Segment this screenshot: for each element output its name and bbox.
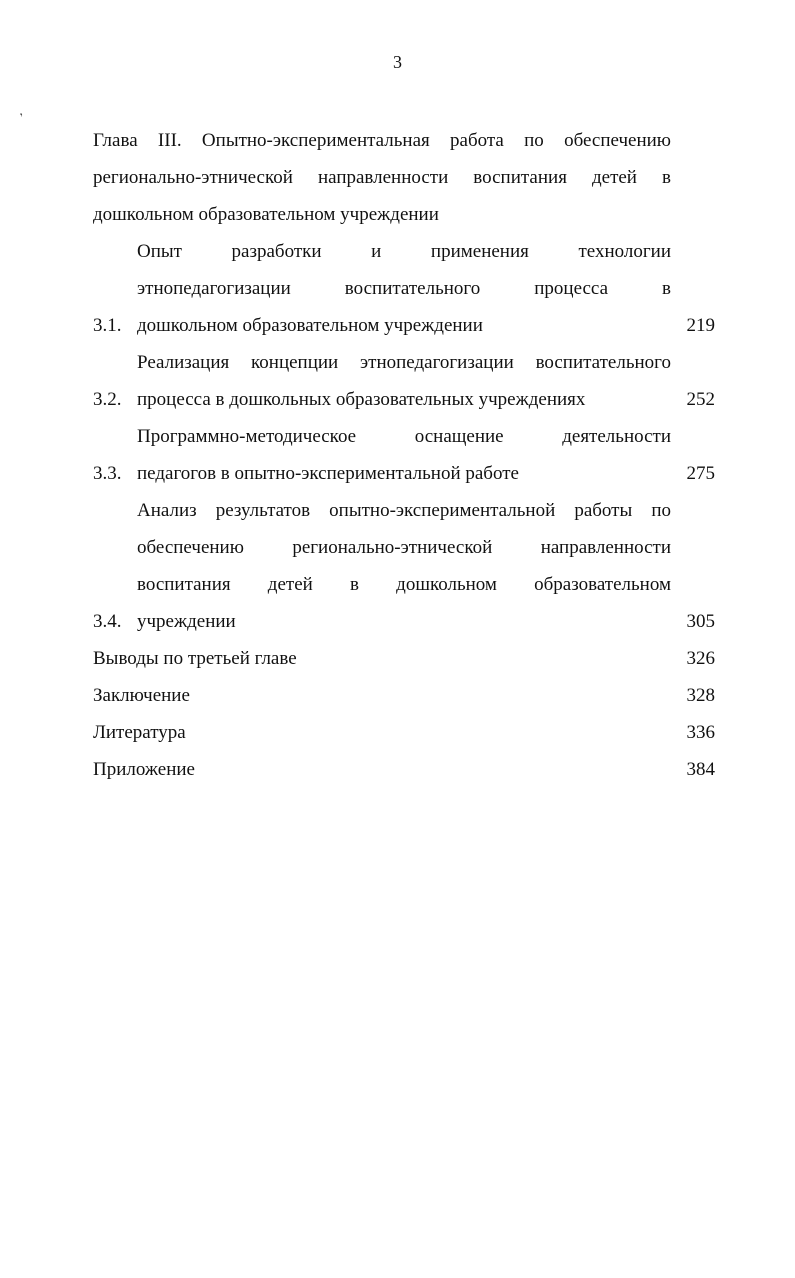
chapter-heading-line: дошкольном образовательном учреждении	[93, 204, 439, 225]
section-title-line: педагогов в опытно-экспериментальной работе	[137, 463, 519, 484]
entry-title-line: Литература	[93, 722, 186, 743]
section-title-line: Реализация концепции этнопедагогизации воспитательного	[137, 352, 671, 373]
page-ref: 275	[686, 463, 715, 484]
chapter-heading-line: регионально-этнической направленности воспитания детей в	[93, 167, 671, 188]
page-ref: 252	[686, 389, 715, 410]
entry-title	[93, 677, 671, 714]
section-number: 3.4.	[93, 611, 122, 632]
table-of-contents	[93, 122, 715, 788]
section-title-line: Программно-методическое оснащение деятельности	[137, 426, 671, 447]
entry-title-line: Приложение	[93, 759, 195, 780]
page-ref: 384	[686, 759, 715, 780]
page-number: 3	[393, 52, 402, 72]
section-title-line: дошкольном образовательном учреждении	[137, 315, 483, 336]
toc-entry-conclusion	[93, 677, 715, 714]
toc-entry-conclusions-chapter-3	[93, 640, 715, 677]
chapter-heading-line: Глава III. Опытно-экспериментальная работа по обеспечению	[93, 130, 671, 151]
toc-entry-3-3	[93, 418, 715, 492]
section-number: 3.3.	[93, 463, 122, 484]
entry-title	[93, 714, 671, 751]
scan-speck: ,	[14, 104, 25, 118]
page-ref: 326	[686, 648, 715, 669]
toc-entry-appendix	[93, 751, 715, 788]
toc-entry-3-2	[93, 344, 715, 418]
section-title	[137, 492, 671, 640]
section-title	[137, 418, 671, 492]
toc-entry-3-1	[93, 233, 715, 344]
entry-title-line: Выводы по третьей главе	[93, 648, 297, 669]
section-title-line: воспитания детей в дошкольном образовательном	[137, 574, 671, 595]
toc-entry-3-4	[93, 492, 715, 640]
section-title-line: обеспечению регионально-этнической направленности	[137, 537, 671, 558]
entry-title	[93, 751, 671, 788]
section-title-line: процесса в дошкольных образовательных учреждениях	[137, 389, 586, 410]
page-ref: 219	[686, 315, 715, 336]
section-number: 3.1.	[93, 315, 122, 336]
page-ref: 305	[686, 611, 715, 632]
section-title-line: Опыт разработки и применения технологии	[137, 241, 671, 262]
section-title-line: учреждении	[137, 611, 236, 632]
section-title	[137, 233, 671, 344]
section-title-line: Анализ результатов опытно-экспериментальной работы по	[137, 500, 671, 521]
entry-title-line: Заключение	[93, 685, 190, 706]
page-ref: 336	[686, 722, 715, 743]
entry-title	[93, 640, 671, 677]
section-title	[137, 344, 671, 418]
page-ref: 328	[686, 685, 715, 706]
section-title-line: этнопедагогизации воспитательного процесса в	[137, 278, 671, 299]
toc-entry-literature	[93, 714, 715, 751]
section-number: 3.2.	[93, 389, 122, 410]
chapter-heading	[93, 122, 671, 233]
